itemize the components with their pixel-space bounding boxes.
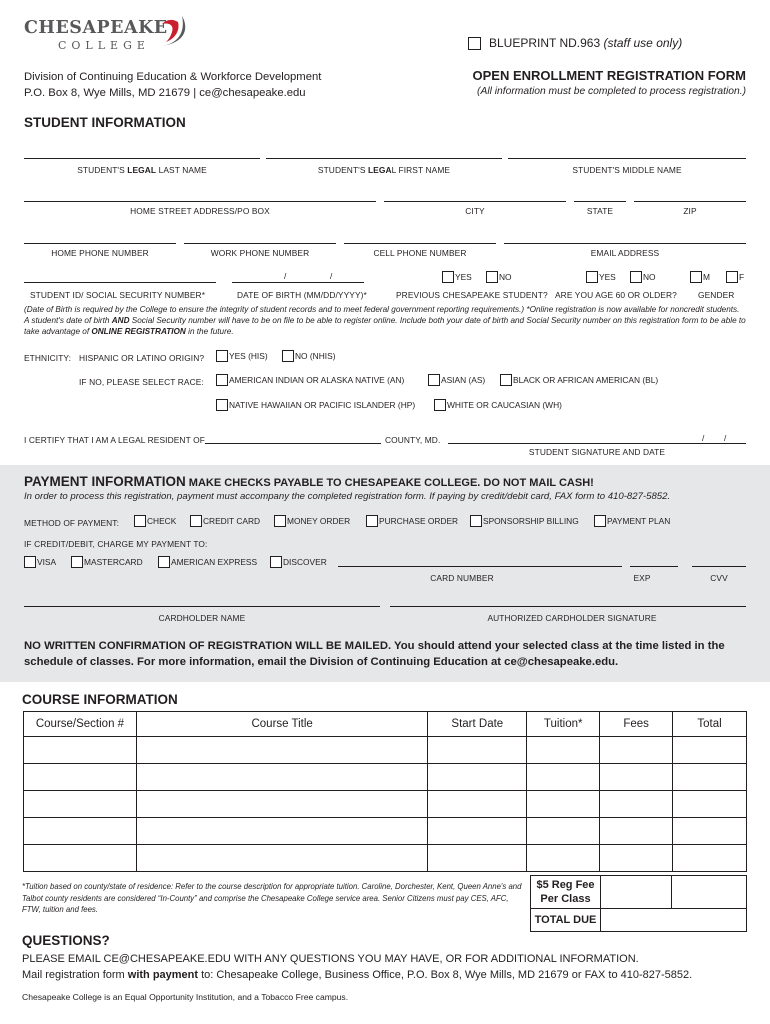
table-cell[interactable]	[428, 845, 527, 872]
table-cell[interactable]	[527, 791, 600, 818]
college-logo	[24, 12, 194, 56]
cell-phone-label: CELL PHONE NUMBER	[373, 248, 467, 258]
pay-check-option[interactable]	[134, 515, 176, 527]
col-course-section: Course/Section #	[24, 712, 137, 737]
pay-sponsorship-label: SPONSORSHIP BILLING	[483, 516, 579, 526]
blueprint-label: BLUEPRINT ND.963	[489, 36, 604, 50]
home-phone-label: HOME PHONE NUMBER	[51, 248, 149, 258]
table-cell[interactable]	[428, 791, 527, 818]
race-bl-label: BLACK OR AFRICAN AMERICAN (BL)	[513, 375, 659, 385]
reg-fee-total-field[interactable]	[671, 875, 747, 909]
table-cell[interactable]	[527, 845, 600, 872]
student-id-label: STUDENT ID/ SOCIAL SECURITY NUMBER*	[30, 290, 206, 300]
card-discover-checkbox[interactable]	[270, 556, 282, 568]
card-exp-label: EXP	[633, 573, 651, 583]
certify-label: I CERTIFY THAT I AM A LEGAL RESIDENT OF	[24, 435, 205, 445]
work-phone-field[interactable]	[184, 243, 336, 244]
card-mastercard-checkbox[interactable]	[71, 556, 83, 568]
course-header-row	[24, 712, 747, 737]
form-subtitle: (All information must be completed to process registration.)	[477, 86, 746, 97]
pay-sponsorship-checkbox[interactable]	[470, 515, 482, 527]
race-wh-checkbox[interactable]	[434, 399, 446, 411]
previous-no-checkbox[interactable]	[486, 271, 498, 283]
table-cell[interactable]	[600, 818, 673, 845]
payment-heading: PAYMENT INFORMATION MAKE CHECKS PAYABLE TO CHESAPEAKE COLLEGE. DO NOT MAIL CASH!	[24, 474, 594, 489]
gender-female-checkbox[interactable]	[726, 271, 738, 283]
card-visa-checkbox[interactable]	[24, 556, 36, 568]
age60-yes-checkbox[interactable]	[586, 271, 598, 283]
pay-credit-option[interactable]	[190, 515, 260, 527]
street-address-label: HOME STREET ADDRESS/PO BOX	[130, 206, 270, 216]
card-visa-option[interactable]	[24, 556, 56, 568]
pay-check-label: CHECK	[147, 516, 177, 526]
male-label: M	[703, 272, 710, 282]
pay-credit-checkbox[interactable]	[190, 515, 202, 527]
race-wh-option[interactable]	[434, 399, 562, 411]
hispanic-no-checkbox[interactable]	[282, 350, 294, 362]
table-cell[interactable]	[527, 737, 600, 764]
table-cell[interactable]	[136, 764, 427, 791]
table-cell[interactable]	[428, 764, 527, 791]
race-wh-label: WHITE OR CAUCASIAN (WH)	[447, 400, 562, 410]
card-number-label: CARD NUMBER	[430, 573, 494, 583]
yes-label: YES	[455, 272, 472, 282]
total-due-label: TOTAL DUE	[530, 908, 601, 932]
county-field[interactable]	[205, 443, 381, 444]
fee-box	[530, 875, 747, 935]
no-label: NO	[643, 272, 656, 282]
division-name: Division of Continuing Education & Workforce Development	[24, 71, 322, 83]
sig-slash: /	[724, 433, 727, 443]
table-cell[interactable]	[600, 845, 673, 872]
pay-plan-checkbox[interactable]	[594, 515, 606, 527]
first-name-field[interactable]	[266, 158, 502, 159]
card-cvv-field[interactable]	[692, 566, 746, 567]
table-cell[interactable]	[673, 737, 747, 764]
state-field[interactable]	[574, 201, 626, 202]
yes-label: YES	[599, 272, 616, 282]
col-total: Total	[673, 712, 747, 737]
student-id-field[interactable]	[24, 282, 216, 283]
pay-plan-label: PAYMENT PLAN	[607, 516, 671, 526]
race-as-checkbox[interactable]	[428, 374, 440, 386]
age60-no-checkbox[interactable]	[630, 271, 642, 283]
table-row	[24, 818, 747, 845]
logo-subword: COLLEGE	[58, 39, 150, 52]
city-field[interactable]	[384, 201, 566, 202]
division-address: P.O. Box 8, Wye Mills, MD 21679 | ce@chesapeake.edu	[24, 87, 306, 99]
dob-field[interactable]	[232, 282, 364, 283]
race-an-checkbox[interactable]	[216, 374, 228, 386]
student-info-heading: STUDENT INFORMATION	[24, 115, 186, 130]
middle-name-label: STUDENT'S MIDDLE NAME	[572, 165, 682, 175]
student-signature-field[interactable]	[448, 443, 746, 444]
race-hp-checkbox[interactable]	[216, 399, 228, 411]
card-exp-field[interactable]	[630, 566, 678, 567]
state-label: STATE	[586, 206, 614, 216]
yes-his-label: YES (HIS)	[229, 351, 268, 361]
gender-male-checkbox[interactable]	[690, 271, 702, 283]
hispanic-question: HISPANIC OR LATINO ORIGIN?	[79, 353, 205, 363]
table-cell[interactable]	[24, 791, 137, 818]
questions-email-line: PLEASE EMAIL CE@CHESAPEAKE.EDU WITH ANY QUESTIONS YOU MAY HAVE, OR FOR ADDITIONAL INFORMATION.	[22, 953, 639, 965]
card-cvv-label: CVV	[710, 573, 728, 583]
blueprint-note: (staff use only)	[603, 36, 683, 50]
table-cell[interactable]	[24, 818, 137, 845]
first-name-label: STUDENT'S LEGAL FIRST NAME	[317, 165, 451, 175]
payment-section	[0, 465, 770, 682]
table-cell[interactable]	[600, 737, 673, 764]
age60-no-option[interactable]	[630, 271, 656, 283]
card-visa-label: VISA	[37, 557, 57, 567]
previous-yes-checkbox[interactable]	[442, 271, 454, 283]
card-amex-checkbox[interactable]	[158, 556, 170, 568]
zip-label: ZIP	[683, 206, 697, 216]
card-discover-label: DISCOVER	[283, 557, 327, 567]
table-cell[interactable]	[673, 764, 747, 791]
last-name-field[interactable]	[24, 158, 260, 159]
race-an-option[interactable]	[216, 374, 404, 386]
cardholder-name-field[interactable]	[24, 606, 380, 607]
col-fees: Fees	[600, 712, 673, 737]
sail-logo-icon	[158, 12, 190, 54]
last-name-label: STUDENT'S LEGAL LAST NAME	[77, 165, 207, 175]
home-phone-field[interactable]	[24, 243, 176, 244]
hispanic-no-option[interactable]	[282, 350, 335, 362]
gender-male-option[interactable]	[690, 271, 710, 283]
table-cell[interactable]	[136, 737, 427, 764]
no-label: NO	[499, 272, 512, 282]
dob-slash: /	[330, 271, 333, 281]
table-cell[interactable]	[24, 845, 137, 872]
footer-note: Chesapeake College is an Equal Opportunity Institution, and a Tobacco Free campus.	[22, 992, 349, 1002]
tuition-note: *Tuition based on county/state of residence: Refer to the course description for appropriate tuition. Caroline, Dorchester, Kent, Queen Anne's and Talbot county residents are considered “In-County” and comprise the Chesapeake College service area. Senior Citizens must pay CES, AFC, FTW, tuition and fees.	[22, 882, 522, 915]
hispanic-yes-option[interactable]	[216, 350, 268, 362]
cell-phone-field[interactable]	[344, 243, 496, 244]
col-course-title: Course Title	[136, 712, 427, 737]
table-cell[interactable]	[136, 845, 427, 872]
county-label: COUNTY, MD.	[385, 435, 441, 445]
previous-no-option[interactable]	[486, 271, 512, 283]
table-row	[24, 791, 747, 818]
questions-mail-line: Mail registration form with payment to: Chesapeake College, Business Office, P.O. Box 8, Wye Mills, MD 21679 or FAX to 410-827-5852.	[22, 969, 693, 981]
city-label: CITY	[465, 206, 485, 216]
card-amex-option[interactable]	[158, 556, 257, 568]
previous-student-label: PREVIOUS CHESAPEAKE STUDENT?	[396, 290, 548, 300]
card-mastercard-label: MASTERCARD	[84, 557, 143, 567]
card-amex-label: AMERICAN EXPRESS	[171, 557, 258, 567]
dob-ssn-note: (Date of Birth is required by the College to ensure the integrity of student records and to meet federal government reporting requirements.) *Online registration is now available for noncredit students. A student's date of birth AND Social Security number will have to be on file to be able to register online. Include both your date of birth and Social Security number on this registration form to be able to take advantage of ONLINE REGISTRATION in the future.	[24, 305, 746, 337]
table-cell[interactable]	[673, 791, 747, 818]
pay-po-label: PURCHASE ORDER	[379, 516, 459, 526]
race-bl-option[interactable]	[500, 374, 658, 386]
table-cell[interactable]	[600, 764, 673, 791]
table-cell[interactable]	[673, 818, 747, 845]
ethnicity-label: ETHNICITY:	[24, 353, 72, 363]
email-label: EMAIL ADDRESS	[590, 248, 660, 258]
reg-fee-amount-field[interactable]	[600, 875, 672, 909]
questions-heading: QUESTIONS?	[22, 933, 110, 948]
pay-money-order-option[interactable]	[274, 515, 350, 527]
race-bl-checkbox[interactable]	[500, 374, 512, 386]
no-nhis-label: NO (NHIS)	[295, 351, 336, 361]
blueprint-checkbox[interactable]	[468, 37, 481, 50]
card-number-field[interactable]	[338, 566, 622, 567]
zip-field[interactable]	[634, 201, 746, 202]
pay-po-option[interactable]	[366, 515, 458, 527]
student-signature-label: STUDENT SIGNATURE AND DATE	[528, 447, 666, 457]
cardholder-name-label: CARDHOLDER NAME	[158, 613, 246, 623]
cardholder-signature-label: AUTHORIZED CARDHOLDER SIGNATURE	[487, 613, 657, 623]
table-cell[interactable]	[600, 791, 673, 818]
hispanic-yes-checkbox[interactable]	[216, 350, 228, 362]
table-cell[interactable]	[24, 737, 137, 764]
course-table	[23, 711, 747, 872]
course-info-heading: COURSE INFORMATION	[22, 692, 178, 707]
sig-slash: /	[702, 433, 705, 443]
dob-label: DATE OF BIRTH (MM/DD/YYYY)*	[237, 290, 367, 300]
race-as-label: ASIAN (AS)	[441, 375, 486, 385]
email-field[interactable]	[504, 243, 746, 244]
table-cell[interactable]	[673, 845, 747, 872]
age60-yes-option[interactable]	[586, 271, 616, 283]
blueprint-staff-field[interactable]	[468, 36, 682, 50]
pay-money-order-label: MONEY ORDER	[287, 516, 351, 526]
table-cell[interactable]	[527, 818, 600, 845]
payment-instructions: In order to process this registration, payment must accompany the completed registration form. If paying by credit/debit card, FAX form to 410-827-5852.	[24, 491, 671, 502]
table-cell[interactable]	[24, 764, 137, 791]
race-hp-label: NATIVE HAWAIIAN OR PACIFIC ISLANDER (HP)	[229, 400, 416, 410]
pay-po-checkbox[interactable]	[366, 515, 378, 527]
total-due-field[interactable]	[600, 908, 747, 932]
race-as-option[interactable]	[428, 374, 485, 386]
col-start-date: Start Date	[428, 712, 527, 737]
col-tuition: Tuition*	[527, 712, 600, 737]
reg-fee-label: $5 Reg Fee Per Class	[530, 875, 601, 909]
middle-name-field[interactable]	[508, 158, 746, 159]
pay-check-checkbox[interactable]	[134, 515, 146, 527]
form-title: OPEN ENROLLMENT REGISTRATION FORM	[472, 68, 746, 83]
pay-credit-label: CREDIT CARD	[203, 516, 261, 526]
cardholder-signature-field[interactable]	[390, 606, 746, 607]
race-an-label: AMERICAN INDIAN OR ALASKA NATIVE (AN)	[229, 375, 405, 385]
street-address-field[interactable]	[24, 201, 376, 202]
table-cell[interactable]	[428, 818, 527, 845]
race-hp-option[interactable]	[216, 399, 415, 411]
table-row	[24, 737, 747, 764]
work-phone-label: WORK PHONE NUMBER	[210, 248, 310, 258]
table-row	[24, 764, 747, 791]
pay-money-order-checkbox[interactable]	[274, 515, 286, 527]
confirmation-notice: NO WRITTEN CONFIRMATION OF REGISTRATION WILL BE MAILED. You should attend your selected class at the time listed in the schedule of classes. For more information, email the Division of Continuing Education at ce@chesapeake.edu.	[24, 640, 725, 668]
female-label: F	[739, 272, 745, 282]
table-row	[24, 845, 747, 872]
table-cell[interactable]	[428, 737, 527, 764]
table-cell[interactable]	[136, 818, 427, 845]
age60-label: ARE YOU AGE 60 OR OLDER?	[555, 290, 677, 300]
card-mastercard-option[interactable]	[71, 556, 143, 568]
card-discover-option[interactable]	[270, 556, 327, 568]
table-cell[interactable]	[527, 764, 600, 791]
logo-wordmark: CHESAPEAKE	[24, 18, 168, 38]
pay-plan-option[interactable]	[594, 515, 670, 527]
dob-slash: /	[284, 271, 287, 281]
table-cell[interactable]	[136, 791, 427, 818]
gender-label: GENDER	[698, 290, 735, 300]
method-label: METHOD OF PAYMENT:	[24, 518, 120, 528]
previous-yes-option[interactable]	[442, 271, 472, 283]
pay-sponsorship-option[interactable]	[470, 515, 579, 527]
gender-female-option[interactable]	[726, 271, 744, 283]
charge-label: IF CREDIT/DEBIT, CHARGE MY PAYMENT TO:	[24, 539, 208, 549]
race-label: IF NO, PLEASE SELECT RACE:	[79, 377, 204, 387]
